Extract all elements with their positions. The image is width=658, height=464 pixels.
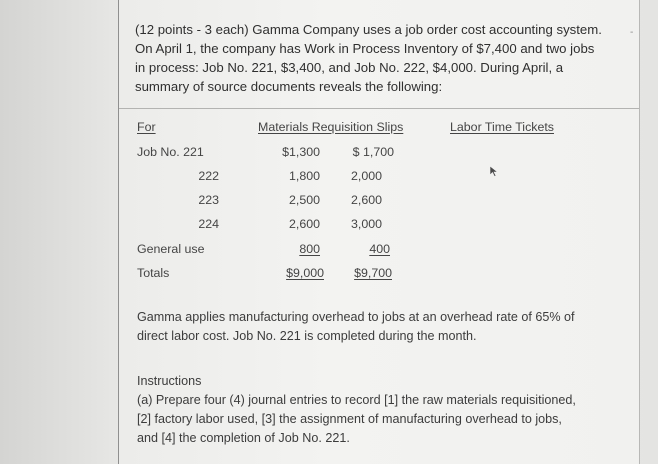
labor-general-use: 400 [369,242,390,256]
header-materials: Materials Requisition Slips [258,120,404,134]
divider [119,108,639,109]
materials-job-223: 2,500 [288,193,320,207]
instructions-title: Instructions [137,374,202,388]
labor-job-224: 3,000 [350,217,382,231]
mouse-cursor-icon [489,165,499,177]
labor-job-222: 2,000 [350,169,382,183]
side-mark: - [630,27,634,38]
instructions-line-2: [2] factory labor used, [3] the assignment of manufacturing overhead to jobs, [137,412,562,426]
labor-job-221: $ 1,700 [352,145,394,159]
instructions-line-1: (a) Prepare four (4) journal entries to record [1] the raw materials requisitioned, [137,393,576,407]
row-label-job-222: 222 [198,169,219,183]
question-intro [135,20,630,96]
intro-line-4: summary of source documents reveals the following: [135,79,443,94]
instructions-section [137,372,637,448]
intro-line-3: in process: Job No. 221, $3,400, and Job No. 222, $4,000. During April, a [135,60,564,75]
materials-total: $9,000 [286,266,324,280]
labor-job-223: 2,600 [350,193,382,207]
intro-line-1: (12 points - 3 each) Gamma Company uses a job order cost accounting system. [135,22,602,37]
overhead-paragraph [137,308,632,346]
header-for: For [137,120,156,134]
row-label-general-use: General use [137,242,205,256]
question-card [118,0,640,464]
labor-total: $9,700 [354,266,392,280]
row-label-totals: Totals [137,266,170,280]
materials-job-222: 1,800 [288,169,320,183]
intro-line-2: On April 1, the company has Work in Process Inventory of $7,400 and two jobs [135,41,595,56]
materials-job-221: $1,300 [282,145,320,159]
materials-general-use: 800 [299,242,320,256]
overhead-line-2: direct labor cost. Job No. 221 is completed during the month. [137,329,477,343]
header-labor: Labor Time Tickets [450,120,554,134]
overhead-line-1: Gamma applies manufacturing overhead to jobs at an overhead rate of 65% of [137,310,575,324]
row-label-job-223: 223 [198,193,219,207]
materials-job-224: 2,600 [288,217,320,231]
row-label-job-221: Job No. 221 [137,145,204,159]
row-label-job-224: 224 [198,217,219,231]
instructions-line-3: and [4] the completion of Job No. 221. [137,431,350,445]
